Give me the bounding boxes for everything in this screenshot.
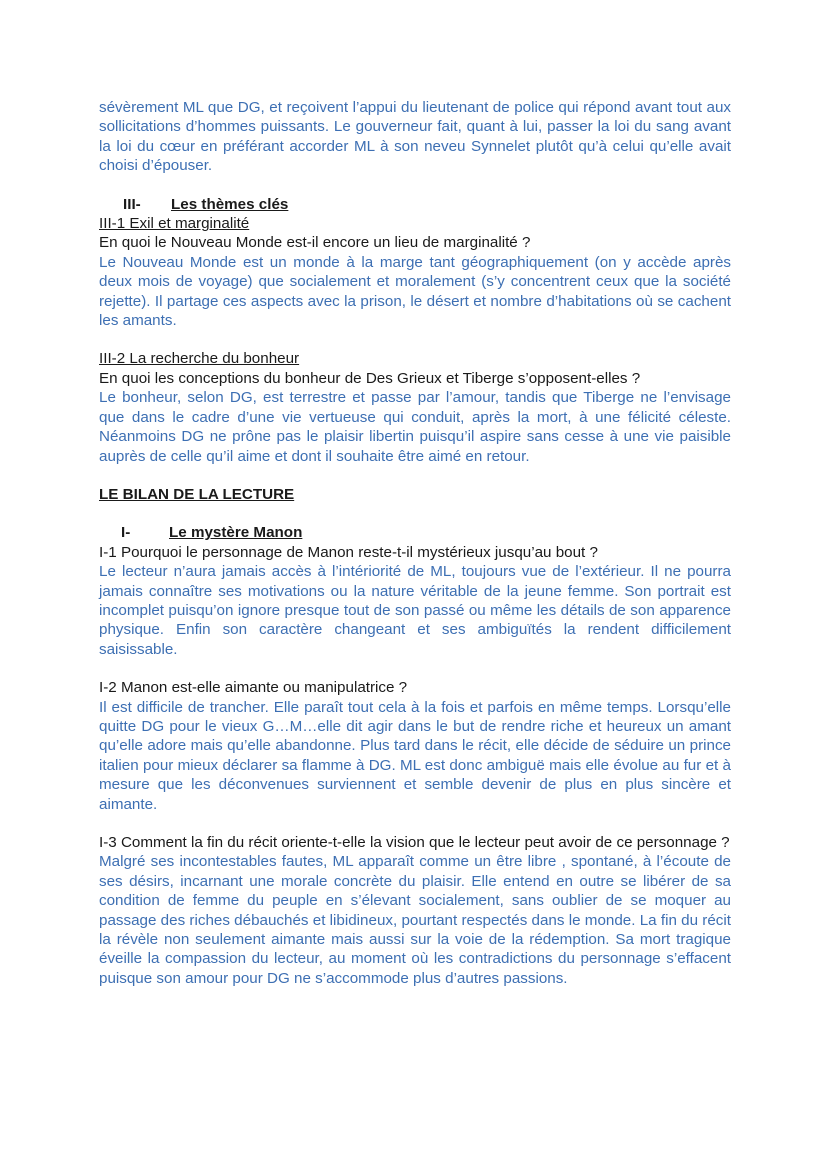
spacer [99,466,731,485]
subsection-heading: III-1 Exil et marginalité [99,215,250,233]
question: En quoi les conceptions du bonheur de Des Grieux et Tiberge s’opposent-elles ? [99,369,641,387]
section-number: III- [123,195,141,213]
answer-paragraph: Le Nouveau Monde est un monde à la marge tant géographiquement (on y accède après deux mois de voyage) que socialement et moralement (s’y concentrent ceux que la société rejette). Il partage ces aspects avec la prison, le désert et nombre d’habitations où se cachent les amants. [99,253,731,330]
question: En quoi le Nouveau Monde est-il encore un lieu de marginalité ? [99,234,531,252]
question: I-3 Comment la fin du récit oriente-t-elle la vision que le lecteur peut avoir de ce personnage ? [99,834,730,851]
question: I-1 Pourquoi le personnage de Manon reste-t-il mystérieux jusqu’au bout ? [99,543,598,561]
section-heading-i [121,523,731,542]
answer-paragraph: Le bonheur, selon DG, est terrestre et passe par l’amour, tandis que Tiberge ne l’envisage que dans le cadre d’une vie vertueuse qui conduit, après la mort, à une félicité céleste. Néanmoins DG ne prône pas le plaisir libertin puisqu’il aspire sans cesse à une vie paisible auprès de celle qu’il aime et dont il souhaite être aimé en retour. [99,389,731,465]
page-content [99,98,731,988]
section-heading-iii [123,195,731,214]
answer-paragraph: Le lecteur n’aura jamais accès à l’intériorité de ML, toujours vue de l’extérieur. Il ne pourra jamais connaître ses motivations ou la nature véritable de la jeune femme. Son portrait est incomplet puisqu’on ignore presque tout de son passé ou même les détails de son apparence physique. Enfin son caractère changeant et ses ambiguïtés la rendent difficilement saisissable. [99,563,731,658]
subsection-heading: III-2 La recherche du bonheur [99,350,300,368]
spacer [99,659,731,678]
section-number: I- [121,524,131,542]
spacer [99,814,731,833]
spacer [99,176,731,195]
spacer [99,504,731,523]
answer-paragraph: Malgré ses incontestables fautes, ML apparaît comme un être libre , spontané, à l’écoute de ses désirs, incarnant une morale concrète du plaisir. Elle entend en outre se libérer de sa condition de femme du peuple en s’élevant socialement, sans oublier de se moquer au passage des riches débauchés et libidineux, pourtant respectés dans le monde. La fin du récit la révèle non seulement aimante mais aussi sur la voie de la rédemption. Sa mort tragique éveille la compassion du lecteur, au moment où les contradictions du personnage s’effacent puisque son amour pour DG ne s’accommode plus d’autres passions. [99,853,731,987]
section-title: Le mystère Manon [169,524,303,542]
part-title: LE BILAN DE LA LECTURE [99,485,295,503]
answer-paragraph: Il est difficile de trancher. Elle paraît tout cela à la fois et parfois en même temps. Lorsqu’elle quitte DG pour le vieux G…M…elle dit agir dans le but de rendre riche et heureux un amant qu’elle adore mais qu’elle abandonne. Plus tard dans le récit, elle décide de séduire un prince italien pour mieux déclarer sa flamme à DG. ML est donc ambiguë mais elle évolue au fur et à mesure que les déconvenues surviennent et semble devenir de plus en plus sincère et aimante. [99,698,731,813]
intro-paragraph: sévèrement ML que DG, et reçoivent l’appui du lieutenant de police qui répond avant tout aux sollicitations d’hommes puissants. Le gouverneur fait, quant à lui, passer la loi du sang avant la loi du cœur en préférant accorder ML à son neveu Synnelet plutôt qu’à celui qu’elle avait choisi d’épouser. [99,99,731,175]
spacer [99,330,731,349]
question: I-2 Manon est-elle aimante ou manipulatrice ? [99,679,408,697]
section-title: Les thèmes clés [171,195,289,213]
